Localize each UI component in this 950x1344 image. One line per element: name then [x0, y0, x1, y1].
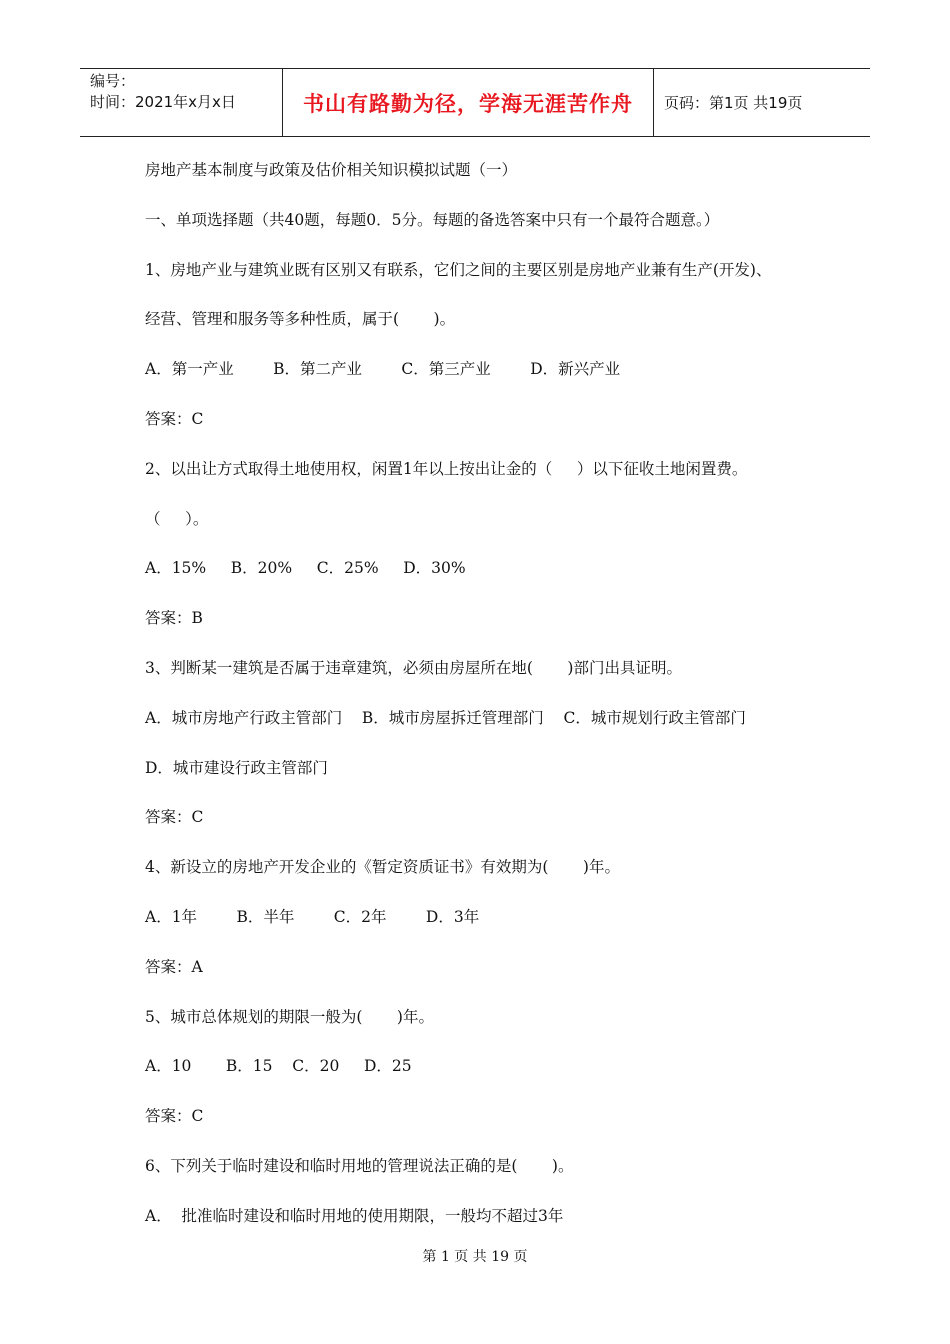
question-4-answer: 答案：A — [145, 957, 203, 976]
question-1-options: A．第一产业 B．第二产业 C．第三产业 D．新兴产业 — [145, 360, 621, 379]
question-2-options: A．15% B．20% C．25% D．30% — [145, 559, 466, 578]
page-footer: 第 1 页 共 19 页 — [422, 1249, 528, 1265]
page-info: 页码：第1页 共19页 — [664, 94, 803, 112]
question-3-answer: 答案：C — [145, 808, 204, 827]
question-2-answer: 答案：B — [145, 609, 203, 628]
question-6-line-1: 6、下列关于临时建设和临时用地的管理说法正确的是( )。 — [145, 1156, 574, 1175]
question-3-options-1: A．城市房地产行政主管部门 B．城市房屋拆迁管理部门 C．城市规划行政主管部门 — [145, 708, 746, 727]
question-6-option-a: A． 批准临时建设和临时用地的使用期限，一般均不超过3年 — [145, 1206, 564, 1225]
question-1-line-1: 1、房地产业与建筑业既有区别又有联系，它们之间的主要区别是房地产业兼有生产(开发)、 — [145, 260, 772, 279]
question-5-options: A．10 B．15 C．20 D．25 — [145, 1057, 412, 1076]
question-5-answer: 答案：C — [145, 1107, 204, 1126]
question-2-line-2: （ ）。 — [145, 509, 209, 528]
question-4-line-1: 4、新设立的房地产开发企业的《暂定资质证书》有效期为( )年。 — [145, 858, 620, 877]
question-3-line-1: 3、判断某一建筑是否属于违章建筑，必须由房屋所在地( )部门出具证明。 — [145, 658, 682, 677]
question-2-line-1: 2、以出让方式取得土地使用权，闲置1年以上按出让金的（ ）以下征收土地闲置费。 — [145, 459, 748, 478]
question-1-line-2: 经营、管理和服务等多种性质，属于( )。 — [145, 310, 456, 329]
question-3-options-2: D．城市建设行政主管部门 — [145, 758, 328, 777]
number-label: 编号： — [90, 72, 136, 90]
question-4-options: A．1年 B．半年 C．2年 D．3年 — [145, 907, 480, 926]
document-body — [145, 152, 845, 1248]
motto: 书山有路勤为径，学海无涯苦作舟 — [303, 91, 633, 116]
date-label: 时间：2021年x月x日 — [90, 93, 236, 111]
question-5-line-1: 5、城市总体规划的期限一般为( )年。 — [145, 1007, 434, 1026]
page-header — [80, 68, 870, 137]
question-1-answer: 答案：C — [145, 409, 204, 428]
header-motto-cell — [282, 69, 654, 136]
header-meta — [80, 69, 282, 136]
doc-title: 房地产基本制度与政策及估价相关知识模拟试题（一） — [145, 161, 518, 179]
section-heading: 一、单项选择题（共40题，每题0．5分。每题的备选答案中只有一个最符合题意。） — [145, 210, 720, 229]
header-page-info — [654, 69, 870, 136]
